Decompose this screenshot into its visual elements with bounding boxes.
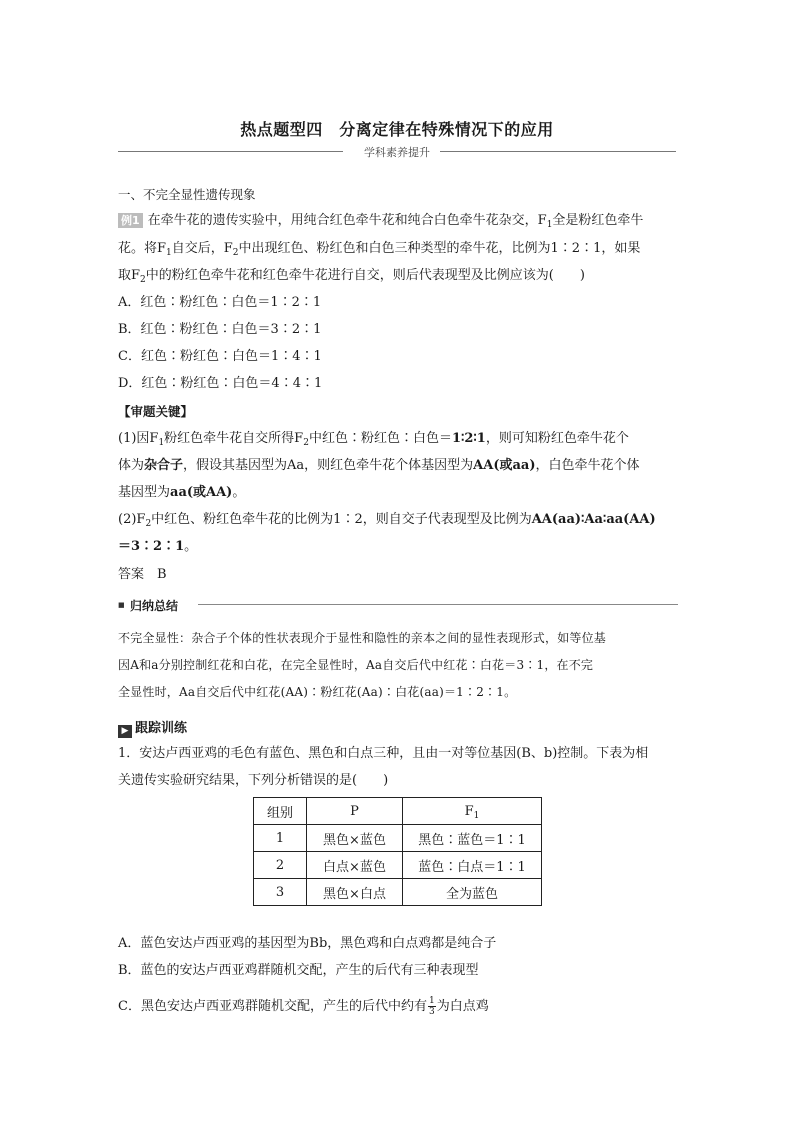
example-badge: 例1 bbox=[118, 213, 143, 228]
question-1-line-2: 关遗传实验研究结果，下列分析错误的是( ) bbox=[118, 773, 389, 788]
table-cell: 全为蓝色 bbox=[403, 879, 542, 906]
example-line-3: 取$F_2$中的粉红色牵牛花和红色牵牛花进行自交，则后代表现型及比例应该为( ) bbox=[118, 268, 585, 285]
key-line-4: $(2)F_2$中红色、粉红色牵牛花的比例为1∶2，则自交子代表现型及比例为AA(aa)∶Aa∶aa(AA) bbox=[118, 512, 656, 529]
subtitle-bar bbox=[118, 144, 676, 158]
table-row bbox=[254, 825, 542, 852]
question-1-line-1: 1．安达卢西亚鸡的毛色有蓝色、黑色和白点三种，且由一对等位基因(B、b)控制。下表为相 bbox=[118, 746, 649, 761]
table-header-cell: $F_1$ bbox=[403, 798, 542, 825]
table-row bbox=[254, 852, 542, 879]
table-cell: 黑色×蓝色 bbox=[307, 825, 403, 852]
option-a: A．红色∶粉红色∶白色＝1∶2∶1 bbox=[118, 295, 322, 310]
example-line-1: 例1 在牵牛花的遗传实验中，用纯合红色牵牛花和纯合白色牵牛花杂交，$F_1$全是粉红色牵牛 bbox=[118, 212, 678, 230]
question-1-option-a: A．蓝色安达卢西亚鸡的基因型为Bb，黑色鸡和白点鸡都是纯合子 bbox=[118, 936, 497, 951]
table-cell: 2 bbox=[254, 852, 307, 879]
results-table bbox=[253, 797, 542, 906]
table-cell: 3 bbox=[254, 879, 307, 906]
table-cell: 蓝色∶白点＝1∶1 bbox=[403, 852, 542, 879]
summary-bullet-icon: ■ bbox=[118, 601, 125, 609]
table-header-row bbox=[254, 798, 542, 825]
option-c: C．红色∶粉红色∶白色＝1∶4∶1 bbox=[118, 349, 322, 364]
table-cell: 1 bbox=[254, 825, 307, 852]
question-1-option-b: B．蓝色的安达卢西亚鸡群随机交配，产生的后代有三种表现型 bbox=[118, 963, 479, 978]
option-d: D．红色∶粉红色∶白色＝4∶4∶1 bbox=[118, 376, 323, 391]
play-icon: ▶ bbox=[118, 725, 132, 738]
summary-line-2: 因A和a分别控制红花和白花，在完全显性时，Aa自交后代中红花∶白花＝3∶1，在不完 bbox=[118, 658, 594, 672]
page-title: 热点题型四 分离定律在特殊情况下的应用 bbox=[240, 120, 554, 139]
table-cell: 白点×蓝色 bbox=[307, 852, 403, 879]
subtitle: 学科素养提升 bbox=[364, 146, 430, 159]
key-heading: 【审题关键】 bbox=[118, 404, 194, 419]
option-b: B．红色∶粉红色∶白色＝3∶2∶1 bbox=[118, 322, 322, 337]
key-line-1: (1)因$F_1$粉红色牵牛花自交所得$F_2$中红色∶粉红色∶白色＝1∶2∶1，则可知粉红色牵牛花个 bbox=[118, 431, 629, 448]
table-header-cell: 组别 bbox=[254, 798, 307, 825]
summary-heading: 归纳总结 bbox=[130, 599, 179, 613]
answer: 答案 B bbox=[118, 567, 167, 582]
key-line-5: ＝3∶2∶1。 bbox=[118, 539, 198, 554]
table-header-cell: P bbox=[307, 798, 403, 825]
fraction: $\frac{1}{3}$ bbox=[428, 996, 435, 1017]
table-cell: 黑色∶蓝色＝1∶1 bbox=[403, 825, 542, 852]
question-1-option-c: C．黑色安达卢西亚鸡群随机交配，产生的后代中约有 $\frac{1}{3}$ 为白点鸡 bbox=[118, 996, 489, 1017]
summary-line-1: 不完全显性：杂合子个体的性状表现介于显性和隐性的亲本之间的显性表现形式，如等位基 bbox=[118, 631, 607, 645]
training-heading: ▶ 跟踪训练 bbox=[118, 717, 187, 738]
section-heading: 一、不完全显性遗传现象 bbox=[118, 187, 256, 202]
summary-rule bbox=[198, 604, 678, 605]
summary-heading-bar bbox=[118, 597, 678, 611]
key-line-3: 基因型为aa(或AA)。 bbox=[118, 485, 246, 500]
table-cell: 黑色×白点 bbox=[307, 879, 403, 906]
table-row bbox=[254, 879, 542, 906]
key-line-2: 体为杂合子，假设其基因型为Aa，则红色牵牛花个体基因型为AA(或aa)，白色牵牛花个体 bbox=[118, 458, 640, 473]
summary-line-3: 全显性时，Aa自交后代中红花(AA)∶粉红花(Aa)∶白花(aa)＝1∶2∶1。 bbox=[118, 685, 517, 699]
subtitle-right-rule bbox=[440, 151, 676, 152]
example-line-2: 花。将$F_1$自交后，$F_2$中出现红色、粉红色和白色三种类型的牵牛花，比例为1∶2∶1，如果 bbox=[118, 241, 641, 258]
